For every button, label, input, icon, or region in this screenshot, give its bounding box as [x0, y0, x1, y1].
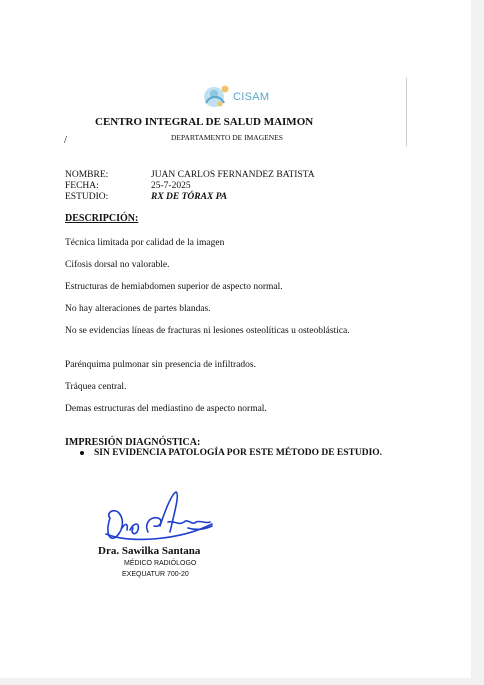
- handwritten-signature: [100, 488, 220, 546]
- impression-item: SIN EVIDENCIA PATOLOGÍA POR ESTE MÉTODO DE ESTUDIO.: [94, 448, 383, 458]
- horizontal-scrollbar[interactable]: [0, 678, 484, 685]
- name-value: JUAN CARLOS FERNANDEZ BATISTA: [151, 170, 315, 180]
- study-value: RX DE TÓRAX PA: [151, 192, 228, 202]
- description-line: No hay alteraciones de partes blandas.: [65, 304, 211, 314]
- signature-exequatur: EXEQUATUR 700-20: [122, 571, 189, 578]
- bullet-icon: [80, 451, 84, 455]
- department-name: DEPARTAMENTO DE IMAGENES: [171, 133, 283, 142]
- name-label: NOMBRE:: [65, 170, 109, 180]
- description-line: No se evidencias líneas de fracturas ni lesiones osteolíticas u osteoblástica.: [65, 326, 350, 336]
- description-line: Tráquea central.: [65, 382, 127, 392]
- signature-title: MÉDICO RADIÓLOGO: [124, 560, 197, 567]
- logo-text: CISAM: [233, 91, 270, 103]
- margin-guide: [406, 78, 407, 146]
- description-line: Técnica limitada por calidad de la imagen: [65, 238, 225, 248]
- description-line: Parénquima pulmonar sin presencia de infiltrados.: [65, 360, 257, 370]
- description-title: DESCRIPCIÓN:: [65, 213, 139, 224]
- description-line: Cifosis dorsal no valorable.: [65, 260, 170, 270]
- signature-name: Dra. Sawilka Santana: [98, 545, 201, 557]
- study-label: ESTUDIO:: [65, 192, 109, 202]
- description-line: Estructuras de hemiabdomen superior de aspecto normal.: [65, 282, 283, 292]
- center-name: CENTRO INTEGRAL DE SALUD MAIMON: [95, 116, 314, 128]
- date-value: 25-7-2025: [151, 181, 191, 191]
- impression-title: IMPRESIÓN DIAGNÓSTICA:: [65, 437, 201, 448]
- description-line: Demas estructuras del mediastino de aspecto normal.: [65, 404, 267, 414]
- date-label: FECHA:: [65, 181, 99, 191]
- slash-mark: /: [64, 134, 68, 146]
- vertical-scrollbar[interactable]: [471, 0, 484, 685]
